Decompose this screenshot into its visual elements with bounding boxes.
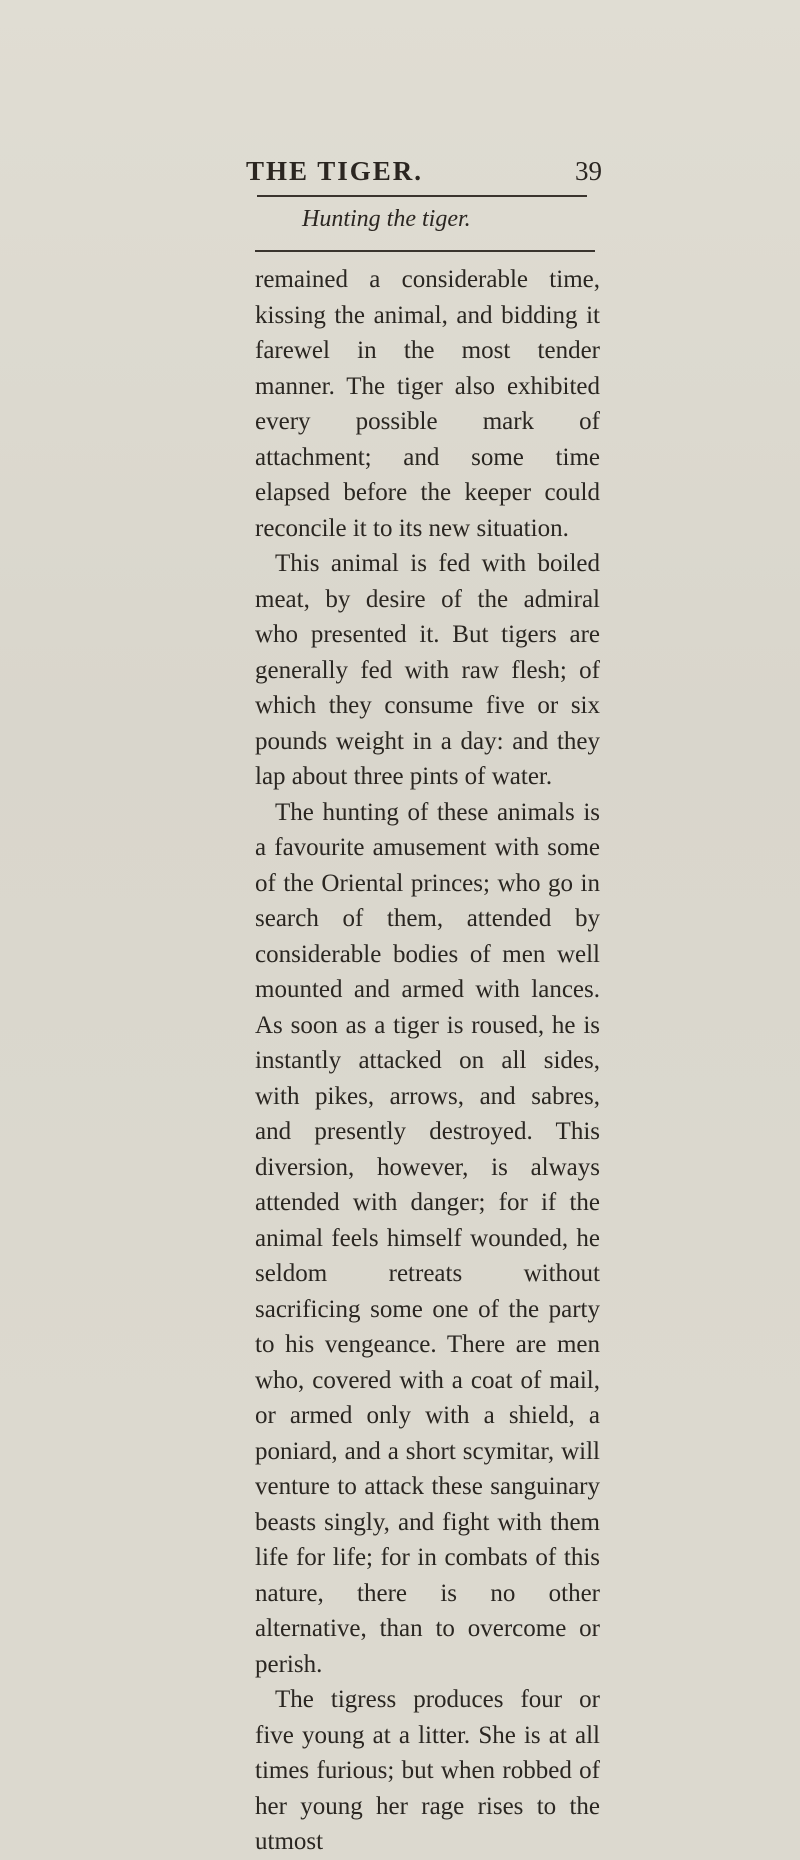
paragraph-3: The hunting of these animals is a favourite amusement with some of the Oriental princes; who go in search of them, attended by considerable bodies of men well mounted and armed with lances. As soon as a tiger is roused, he is instantly attacked on all sides, with pikes, arrows, and sabres, and presently destroyed. This diversion, however, is always attended with danger; for if the animal feels himself wounded, he seldom retreats without sacrificing some one of the party to his vengeance. There are men who, covered with a coat of mail, or armed only with a shield, a poniard, and a short scymitar, will venture to attack these sanguinary beasts singly, and fight with them life for life; for in combats of this nature, there is no other alternative, than to overcome or perish. xyxy=(255,798,600,1678)
running-head xyxy=(0,156,800,192)
paragraph-4: The tigress produces four or five young at a litter. She is at all times furious; but when robbed of her young her rage rises to the utmost xyxy=(255,1686,600,1855)
paragraph-1: remained a considerable time, kissing the animal, and bidding it farewel in the most tender manner. The tiger also exhibited every possible mark of attachment; and some time elapsed before the keeper could reconcile it to its new situation. xyxy=(255,266,600,542)
page-number: 39 xyxy=(575,156,602,186)
header-rule-bottom xyxy=(255,250,595,252)
paragraph-2: This animal is fed with boiled meat, by desire of the admiral who presented it. But tigers are generally fed with raw flesh; of which they consume five or six pounds weight in a day: and they lap about three pints of water. xyxy=(255,550,600,790)
section-heading: Hunting the tiger. xyxy=(302,206,471,232)
running-head-title: THE TIGER. xyxy=(246,156,424,186)
header-rule-top xyxy=(257,195,587,197)
body-text xyxy=(255,262,600,1860)
